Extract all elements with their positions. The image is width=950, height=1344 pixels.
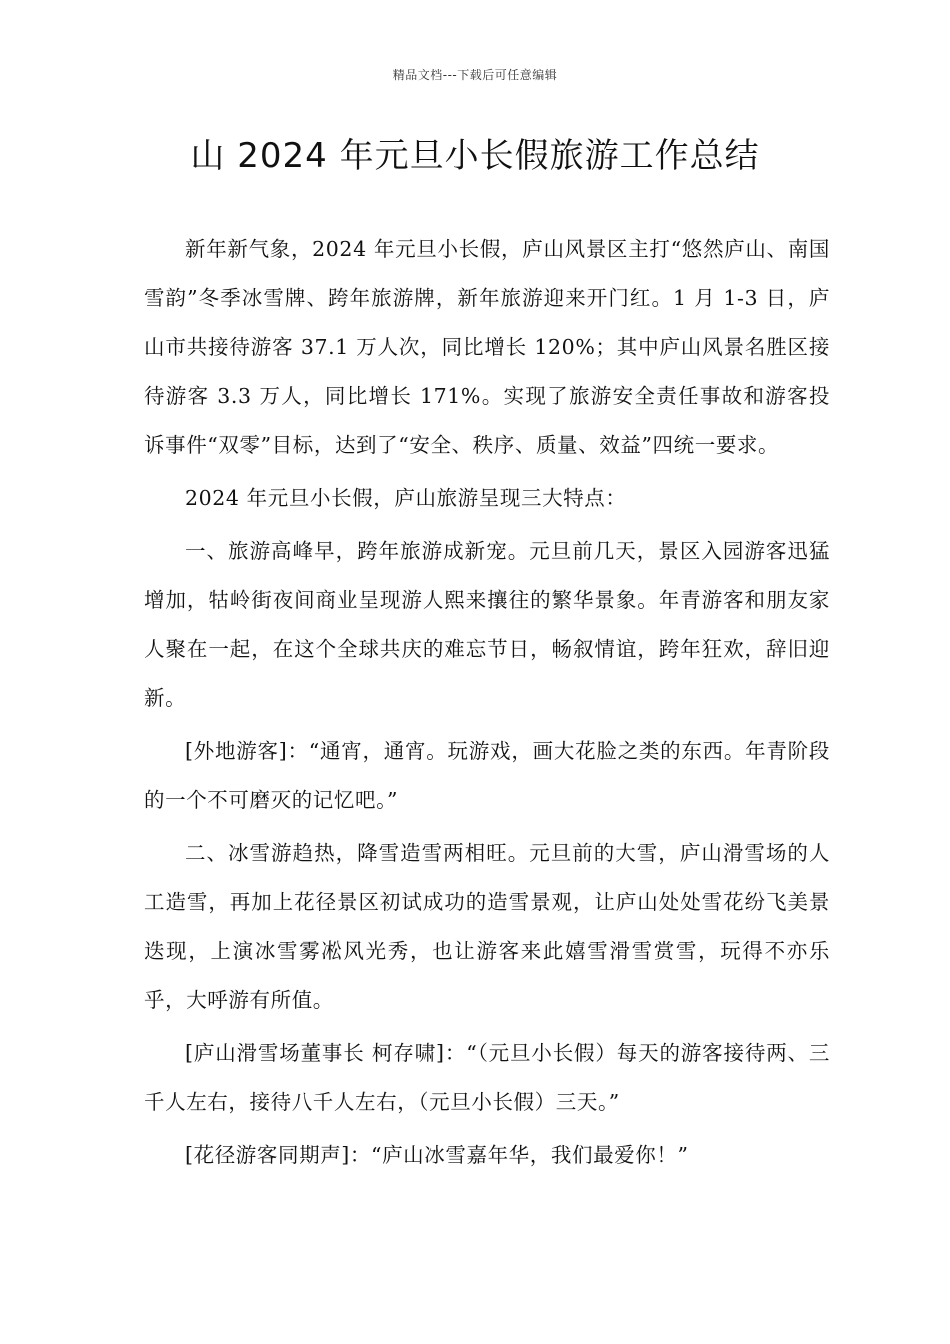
paragraph-quote-visitor: [外地游客]：“通宵，通宵。玩游戏，画大花脸之类的东西。年青阶段的一个不可磨灭的记忆吧。” (144, 739, 830, 812)
document-title: 山 2024 年元旦小长假旅游工作总结 (190, 136, 760, 176)
header-note: 精品文档---下载后可任意编辑 (392, 68, 558, 82)
paragraph-intro: 新年新气象，2024 年元旦小长假，庐山风景区主打“悠然庐山、南国雪韵”冬季冰雪牌、跨年旅游牌，新年旅游迎来开门红。1 月 1-3 日，庐山市共接待游客 37.1 万人次，同比增长 120%；其中庐山风景名胜区接待游客 3.3 万人，同比增长 171%。实现了旅游安全责任事故和游客投诉事件“双零”目标，达到了“安全、秩序、质量、效益”四统一要求。 (144, 237, 830, 457)
document-body (144, 225, 830, 1180)
paragraph-feature-two: 二、冰雪游趋热，降雪造雪两相旺。元旦前的大雪，庐山滑雪场的人工造雪，再加上花径景区初试成功的造雪景观，让庐山处处雪花纷飞美景迭现，上演冰雪雾凇风光秀，也让游客来此嬉雪滑雪赏雪，玩得不亦乐乎，大呼游有所值。 (144, 841, 830, 1012)
paragraph-quote-huajing: [花径游客同期声]：“庐山冰雪嘉年华，我们最爱你！” (185, 1143, 689, 1167)
paragraph-feature-one: 一、旅游高峰早，跨年旅游成新宠。元旦前几天，景区入园游客迅猛增加，牯岭街夜间商业呈现游人熙来攘往的繁华景象。年青游客和朋友家人聚在一起，在这个全球共庆的难忘节日，畅叙情谊，跨年狂欢，辞旧迎新。 (144, 539, 830, 710)
paragraph-features-lead: 2024 年元旦小长假，庐山旅游呈现三大特点： (185, 486, 627, 510)
paragraph-quote-chairman: [庐山滑雪场董事长 柯存啸]：“（元旦小长假）每天的游客接待两、三千人左右，接待八千人左右，（元旦小长假）三天。” (144, 1041, 830, 1114)
